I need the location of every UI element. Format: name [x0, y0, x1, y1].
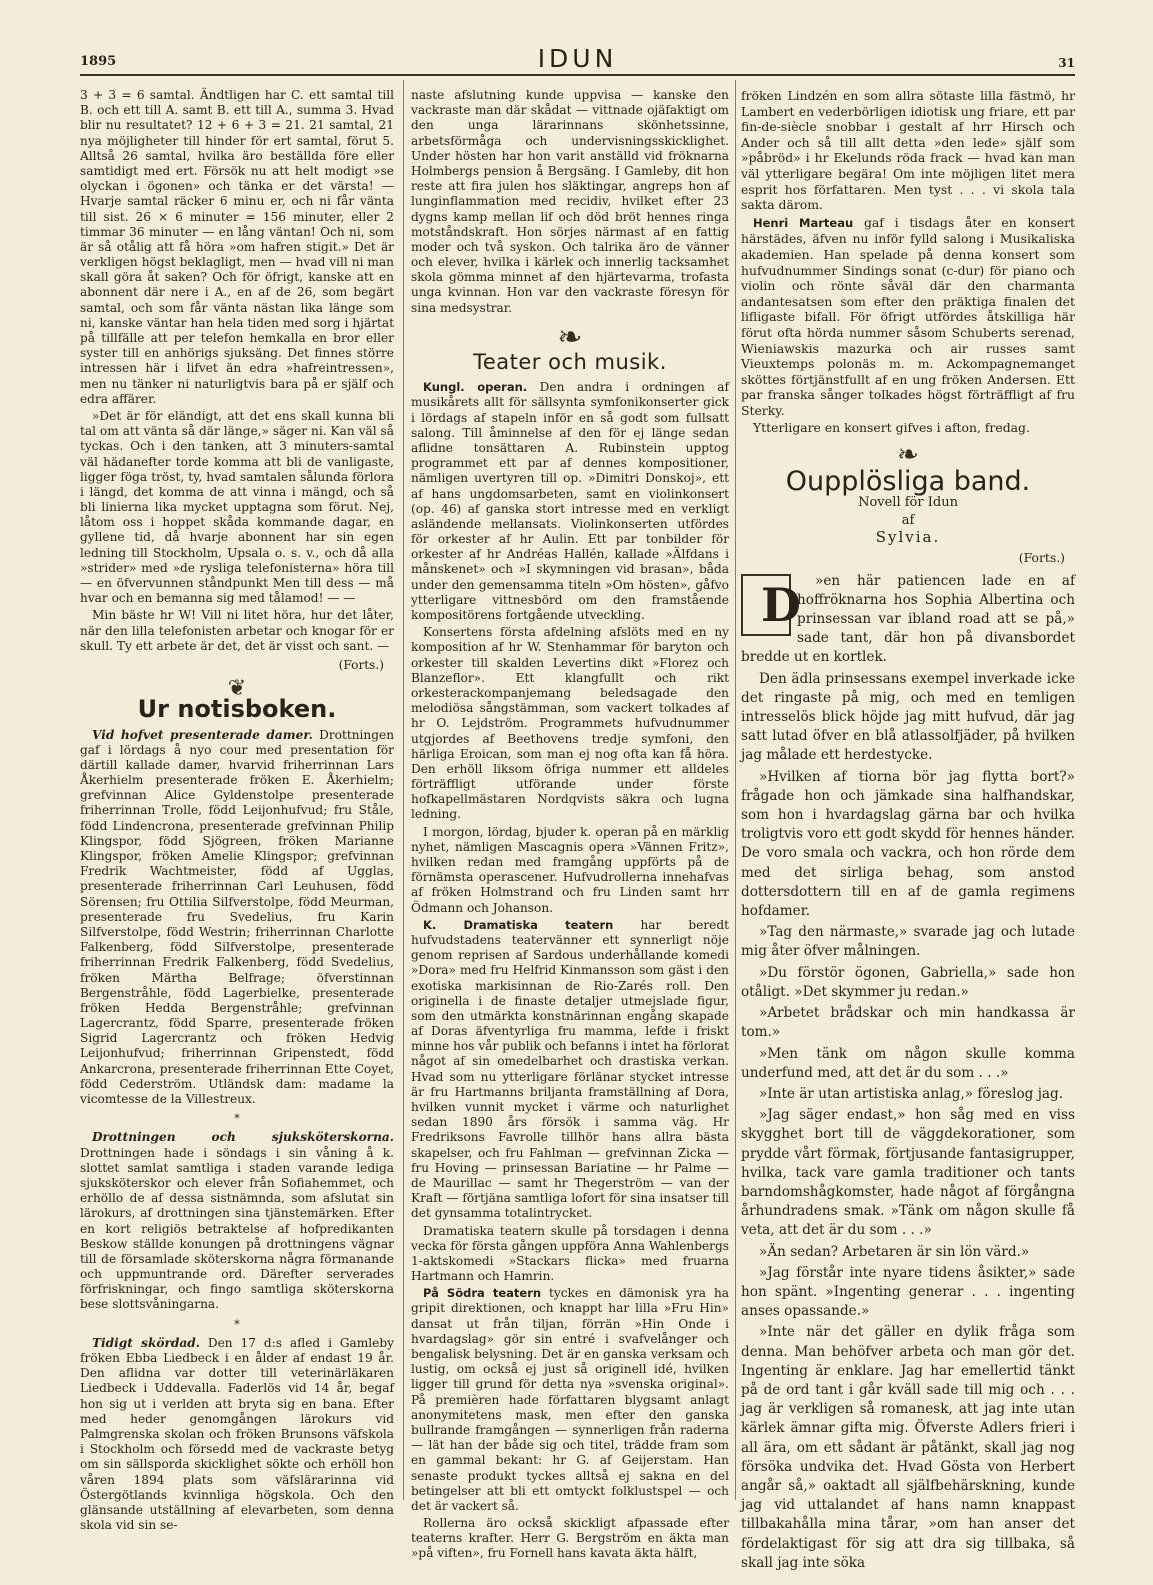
- run-in-heading: Henri Marteau: [753, 215, 854, 230]
- article-text: gaf i tisdags åter en konsert härstädes, äfven nu inför fylld salong i Musikaliska akademien. Han spelade på denna konsert som hufvudnummer Sindings sonat (c-dur) för piano och violin och rönte såväl där den charmanta andantesatsen som efter den präktiga finalen det lifligaste bifall. För öfrigt utfördes åtskilliga här förut ofta hörda nummer såsom Schuberts serenad, Wieniawskis mazurka och air russes samt Vieuxtemps polonäs m. m. Ackompagnemanget sköttes förtjänstfullt af en ung fröken Andersen. Ett par franska sånger tolkades högst förträffligt af fru Sterky.: [741, 214, 1075, 418]
- story-author: Sylvia.: [875, 528, 941, 547]
- paragraph: »Än sedan? Arbetaren är sin lön värd.»: [759, 1243, 1030, 1260]
- notice-text: Drottningen gaf i lördags å nyo cour med presentation för därtill kallade damer, hvarvid friherrinnan Lars Åkerhielm presenterade fröken E. Åkerhielm; grefvinnan Alice Gyldenstolpe presenterade friherrinnan Trolle, född Leijonhufvud; fru Ståle, född Lindencrona, presenterade grefvinnan Philip Klingspor, född Sjögreen, fröken Marianne Klingspor, fröken Amelie Klingspor; grefvinnan Fredrik Wachtmeister, född af Ugglas, presenterade friherrinnan Carl Leuhusen, född Sörensen; fru Ottilia Silfverstolpe, född Meurman, presenterade fru Svedelius, fru Karin Silfverstolpe, född Westrin; friherrinnan Charlotte Falkenberg, född Silfverstolpe, presenterade friherrinnan Fredrik Falkenberg, född Svedelius, fröken Märtha Belfrage; öfverstinnan Bergenstråhle, född Lagerbielke, presenterade fröken Hedda Bergenstråhle; grefvinnan Lagercrantz, född Sparre, presenterade fröken Sigrid Lagercrantz och fröken Hedvig Leijonhufvud; friherrinnan Gripenstedt, född Ankarcrona, presenterade friherrinnan Ette Coyet, född Cederström. Utländsk dam: madame la vicomtesse de la Villestreux.: [80, 727, 395, 1106]
- asterisk-divider: *: [234, 1317, 240, 1331]
- article-text: Den andra i ordningen af musikårets allt för sällsynta symfonikonserter gick i lördags af stapeln inför en så godt som fullsatt salong. Till åminnelse af den för ej länge sedan aflidne tonsättaren A. Rubinstein upptog programmet ett par af dennes kompositioner, nämligen uvertyren till op. »Dimitri Donskoj», ett af hans ungdomsarbeten, samt en violinkonsert (op. 46) af ganska stort intresse med en verkligt asländende mellansats. Violinkonserten utfördes för orkester af hr Aulin. Ett par tonbilder för orkester af hr Andréas Hallén, kallade »Älfdans i månskenet» och »I skymningen vid brasan», båda under den gemensamma titeln »Om hösten», gåfvo ytterligare vittnesbörd om den framstående kompositörens fortgående utveckling.: [411, 380, 729, 622]
- story-title: Oupplösliga band.: [785, 465, 1031, 497]
- column-rule: [403, 80, 404, 1500]
- continued-note: (Forts.): [338, 657, 384, 672]
- run-in-heading: På Södra teatern: [423, 1286, 542, 1301]
- leaf-ornament-icon: ❧: [897, 440, 919, 471]
- paragraph: Dramatiska teatern skulle på torsdagen i denna vecka för första gången uppföra Anna Wahlenbergs 1-aktskomedi »Stackars flicka» med fruarna Hartmann och Hamrin.: [411, 1223, 729, 1284]
- paragraph: »Inte när det gäller en dylik fråga som denna. Man behöfver arbeta och man gör det. Ingenting är enklare. Jag har emellertid tänkt på de ord tant i går kväll sade till mig och . . . jag är verkligen så romanesk, att jag inte utan kärlek ämnar gifta mig. Öfverste Adlers frieri i all ära, om ett sådant är påtänkt, skall jag nog försöka undvika det. Hvad Gösta von Herbert angår så,» oaktadt all själfbehärskning, kunde jag vid uttalandet af hans namn knappast tillbakahålla mina tårar, »om han anser det fördelaktigast för sig att dra sig tillbaka, så skall jag inte söka: [741, 1324, 1075, 1571]
- paragraph: »Hvilken af tiorna bör jag flytta bort?» frågade hon och jämkade sina halfhandskar, som hon i hvardagslag gärna bar och hvilka troligtvis voro ett godt skydd för hennes händer. De voro smala och vackra, och hon rörde dem med det sirliga behag, som anstod dottersdottern till en af de gamla regimens hofdamer.: [741, 768, 1075, 920]
- asterisk-divider: *: [234, 1112, 240, 1126]
- paragraph: »Men tänk om någon skulle komma underfund med, att det är du som . . .»: [741, 1045, 1075, 1081]
- section-heading: Ur notisboken.: [137, 695, 337, 724]
- notice-title: Tidigt skördad.: [92, 1335, 200, 1350]
- paragraph: Rollerna äro också skickligt afpassade efter teaterns krafter. Herr G. Bergström en äkta man »på viften», fru Fornell hans kavata äkta hälft,: [411, 1516, 729, 1561]
- notice-text: Den 17 d:s afled i Gamleby fröken Ebba Liedbeck i en ålder af endast 19 år. Den aflidna var dotter till veterinärläkaren Liedbeck i Uddevalla. Faderlös vid 14 år, begaf hon sig ut i verlden att bryta sig en bana. Efter med heder genomgången lärokurs vid Palmgrenska skolan och fröken Brunsons väfskola i Stockholm och försedd med de vackraste betyg om sin sällsporda skicklighet sökte och erhöll hon våren 1894 plats som väfslärarinna vid Östergötlands kvinnliga högskola. Och den glänsande utställning af elevarbeten, som denna skola vid sin se-: [80, 1335, 395, 1533]
- paragraph: Ytterligare en konsert gifves i afton, fredag.: [753, 420, 1030, 436]
- article-text: tyckes en dämonisk yra ha gripit direktionen, och knappt har lilla »Fru Hin» dansat ut från tiljan, förrän »Hin Onde i hvardagslag» gör sin entré i svafvelånger och bengalisk belysning. Det är en ganska verksam och lustig, om också ej just så originell idé, hvilken ligger till grund för detta nya »svenska original». På premièren hade författaren blygsamt anlagt anonymitetens mask, men efter den ganska bullrande framgången — synnerligen från raderna — lät han der både sig och titel, trädde fram som en gammal bekant: hr G. af Geijerstam. Han senaste produkt tyckes alltså ej sakna en del betingelser att bli ett omtyckt folklustspel — och det är vackert så.: [411, 1286, 730, 1513]
- paragraph: 3 + 3 = 6 samtal. Ändtligen har C. ett samtal till B. och ett till A. samt B. ett till A., summa 3. Hvad blir nu resultatet? 12 + 6 + 3 = 21. 21 samtal, 21 nya möjligheter till hinder för ert samtal, förut 5. Alltså 26 samtal, hvilka äro beställda före eller samtidigt med ert. Försök nu att helt modigt »se olyckan i ögonen» och tänka er det värsta! — Hvarje samtal räcker 6 minu er, och ni får vänta till sist. 26 × 6 minuter = 156 minuter, eller 2 timmar 36 minuter — en lång väntan! Och ni, som är så otålig att få höra »om hafren stigit.» Det är verkligen högst beklagligt, men — hvad vill ni man skall göra åt saken? Och för öfrigt, kanske att en abonnent där nere i A., en af de 26, som begärt samtal, och som får vänta nästan lika länge som ni, kanske väntar han hela tiden med sorg i hjärtat på tillfälle att per telefon hemkalla en bror eller syster till en anhörigs sjuksäng. Det finnes större intressen här i lifvet än edra »hafreintressen», men nu tänker ni naturligtvis bara på er själf och edra affärer.: [80, 88, 394, 406]
- drop-cap: D: [741, 574, 791, 636]
- column-2: [411, 88, 729, 1564]
- article-text: har beredt hufvudstadens teatervänner ett synnerligt nöje genom reprisen af Sardous underhållande komedi »Dora» med fru Helfrid Kinmansson som gäst i den exotiska markisinnan de Rio-Zarés roll. Den originella i de finaste detaljer utmejslade figur, som den utmärkta konstnärinnan engång skapade af Doras äfventyrliga fru mamma, lefde i friskt minne hos vår publik och befanns i intet ha förlorat något af sin omedelbarhet och drastiska verkan. Hvad som nu ytterligare förlänar stycket intresse är fru Hartmanns briljanta framställning af Dora, hvilken vunnit mycket i värme och naturlighet sedan 1890 års försök i samma väg. Hr Fredriksons Favrolle tillhör hans allra bästa skapelser, och fru Fahlman — grefvinnan Zicka — fru Hoving — prinsessan Bariatine — hr Palme — de Maurillac — samt hr Thegerström — van der Kraft — förtjäna samtliga lofort för sina insatser till det gynsamma totalintrycket.: [411, 917, 729, 1221]
- story-byline-af: af: [901, 512, 915, 528]
- notice-title: Drottningen och sjuksköterskorna.: [92, 1130, 394, 1145]
- paragraph: I morgon, lördag, bjuder k. operan på en märklig nyhet, nämligen Mascagnis opera »Vännen Fritz», hvilken redan med framgång uppförts på de förnämsta operascener. Hufvudrollerna innehafvas af fröken Holmstrand och fru Linden samt hrr Ödmann och Johanson.: [411, 824, 729, 915]
- story-text: en här patiencen lade en af hoffröknarna hos Sophia Albertina och prinsessan var ibland road att se på,» sade tant, där hon på divansbordet bredde ut en kortlek.: [741, 572, 1075, 666]
- ornament-icon: ❦: [227, 676, 247, 702]
- leaf-ornament-icon: ❧: [557, 319, 583, 355]
- notice-title: Vid hofvet presenterade damer.: [92, 727, 313, 742]
- masthead-title: IDUN: [537, 44, 618, 73]
- column-rule: [735, 80, 736, 1500]
- paragraph: »Du förstör ögonen, Gabriella,» sade hon otåligt. »Det skymmer ju redan.»: [741, 964, 1075, 1000]
- paragraph: »Tag den närmaste,» svarade jag och lutade mig åter öfver målningen.: [741, 924, 1075, 960]
- paragraph: Konsertens första afdelning afslöts med en ny komposition af hr W. Stenhammar för baryton och orkester till skalden Levertins dikt »Florez och Blanzeflor». Ett klangfullt och rikt orkesterackompanjemang beledsagade den melodiösa sångstämman, som vackert tolkades af hr O. Lejdström. Programmets hufvudnummer utgjordes af Beethovens tredje symfoni, den härliga Eroican, som man ej nog ofta kan få höra. Den erhöll liksom öfriga nummer ett alldeles förträffligt utförande under förste hofkapellmästaren Nordqvists säkra och lugna ledning.: [411, 625, 729, 822]
- paragraph: »Jag förstår inte nyare tidens åsikter,» sade hon spänt. »Ingenting generar . . . ingenting anses opassande.»: [741, 1264, 1075, 1320]
- notice-text: Drottningen hade i söndags i sin våning å k. slottet samlat samtliga i staden varande lediga sjuksköterskor och elever från Sofiahemmet, och erhöllo de af dessa sistnämnda, som afslutat sin lärokurs, af drottningen sina tjänstemärken. Efter en kort religiös betraktelse af hofpredikanten Beskow ställde konungen på drottningens vägnar till de församlade sköterskorna några förmanande och uppmuntrande ord. Därefter serverades förfriskningar, och fingo samtliga sköterskorna bese slottsvåningarna.: [80, 1145, 394, 1312]
- story-subtitle: Novell för Idun: [858, 495, 958, 511]
- paragraph: »Jag säger endast,» hon såg med en viss skygghet bort till de väggdekorationer, som prydde vårt förmak, förtjusande fantasigrupper, hvilka, tack vare gamla traditioner och tants barndomshågkomster, hade något af förgångna århundradens smak. »Tänk om någon skulle få veta, att det är du som . . .»: [741, 1107, 1075, 1239]
- run-in-heading: Kungl. operan.: [423, 380, 528, 395]
- paragraph: Min bäste hr W! Vill ni litet höra, hur det låter, när den lilla telefonisten arbetar och knogar för er skull. Ty ett arbete är det, det är visst och sant. —: [80, 608, 394, 653]
- opening-quote: »: [815, 572, 824, 589]
- section-heading: Teater och musik.: [473, 350, 667, 374]
- page-header: [80, 44, 1075, 76]
- paragraph: »Inte är utan artistiska anlag,» föreslog jag.: [759, 1085, 1064, 1102]
- paragraph: »Det är för eländigt, att det ens skall kunna bli tal om att vänta så där länge,» säger ni. Kan väl så tyckas. Och i den tanken, att 3 minuters-samtal väl hädanefter torde komma att bli de vanligaste, ligger föga tröst, ty, hvad samtalen sålunda förlora i längd, det komma de att vinna i mängd, och så bli linierna lika mycket upptagna som förut. Nej, låtom oss i hoppet skåda kommande dagar, en gyllene tid, då hvarje abonnent har sin egen ledning till Stockholm, Upsala o. s. v., och då alla »strider» med »de rysliga telefonisterna» höra till — en öfvervunnen ståndpunkt Men till dess — må hvar och en bemanna sig med tålamod! — —: [80, 408, 394, 606]
- paragraph: »Arbetet brådskar och min handkassa är tom.»: [741, 1005, 1075, 1041]
- paragraph: Den ädla prinsessans exempel inverkade icke det ringaste på mig, och med en temligen intresselös blick höjde jag mitt hufvud, där jag satt lutad öfver en blå atlassolfjäder, på hvilken jag målade ett herdestycke.: [741, 670, 1075, 764]
- run-in-heading: K. Dramatiska teatern: [423, 917, 614, 932]
- header-year: 1895: [80, 54, 117, 69]
- paragraph: naste afslutning kunde uppvisa — kanske den vackraste man där skådat — vittnade ojäfaktigt om den unga lärarinnans skönhetssinne, arbetsförmåga och undervisningsskicklighet. Under hösten har hon varit anställd vid fröknarna Holmbergs pension å Bergsäng. I Gamleby, dit hon reste att fira julen hos släktingar, angreps hon af lunginflammation med recidiv, hvilket efter 23 dygns kamp mellan lif och död bröt hennes ringa motståndskraft. Hon sörjes närmast af en fattig moder och två syskon. Och talrika äro de vänner och elever, hvilka i kärlek och innerlig tacksamhet skola gömma minnet af den hjärtevarma, trofasta unga kvinnan. Hon var den vackraste föresyn för sina medsystrar.: [411, 88, 729, 315]
- column-1: [80, 88, 394, 1535]
- paragraph: fröken Lindzén en som allra sötaste lilla fästmö, hr Lambert en vederbörligen idiotisk ung friare, ett par fin-de-siècle snobbar i gestalt af hrr Hirsch och Ander och så till allt detta »den lede» själf som »påbröd» i hr Ekelunds röda frack — hvad kan man väl ytterligare begära! Om inte möjligen litet mera esprit hos författaren. Men tyst . . . vi skola tala sakta därom.: [741, 88, 1075, 213]
- story-body: [741, 572, 1075, 1573]
- column-3: [741, 88, 1075, 1575]
- continued-note: (Forts.): [1018, 550, 1065, 566]
- page-number: 31: [1058, 56, 1075, 70]
